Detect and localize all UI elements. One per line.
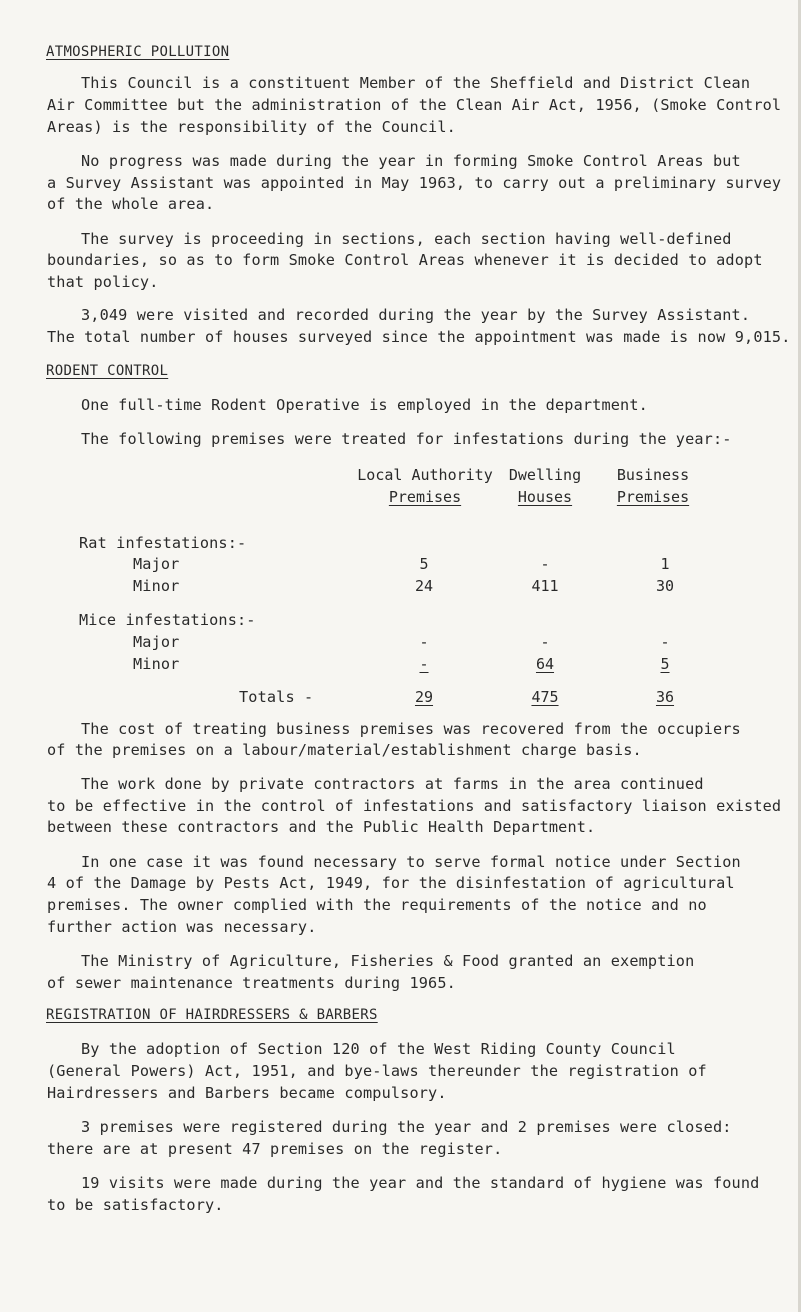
cell-rat-major-dwelling: -	[540, 555, 550, 573]
row-label-totals: Totals -	[239, 688, 314, 706]
cell-rat-minor-dwelling: 411	[531, 577, 559, 595]
hairdressers-p2-line1: 3 premises were registered during the year and 2 premises were closed:	[81, 1118, 732, 1136]
col-header-local-authority-line1: Local Authority	[357, 466, 493, 484]
cell-rat-major-local: 5	[419, 555, 429, 573]
rodent-p2: The following premises were treated for infestations during the year:-	[81, 430, 732, 448]
row-label-mice-minor: Minor	[133, 655, 180, 673]
heading-atmospheric-pollution: ATMOSPHERIC POLLUTION	[46, 44, 230, 60]
row-label-rat-major: Major	[133, 555, 180, 573]
col-header-business-line1: Business	[616, 466, 690, 484]
cell-totals-local: 29	[414, 688, 434, 706]
row-label-mice-infestations: Mice infestations:-	[79, 611, 256, 629]
cell-mice-major-business: -	[660, 633, 670, 651]
heading-rodent-control: RODENT CONTROL	[46, 363, 169, 379]
atmospheric-p4-line2: The total number of houses surveyed since the appointment was made is now 9,015.	[47, 328, 791, 346]
rodent-p4-line2: to be effective in the control of infestations and satisfactory liaison existed	[47, 797, 782, 815]
rodent-p5-line2: 4 of the Damage by Pests Act, 1949, for the disinfestation of agricultural	[47, 874, 735, 892]
row-label-mice-major: Major	[133, 633, 180, 651]
heading-registration-hairdressers: REGISTRATION OF HAIRDRESSERS & BARBERS	[46, 1007, 378, 1023]
atmospheric-p2-line1: No progress was made during the year in forming Smoke Control Areas but	[81, 152, 741, 170]
cell-mice-major-dwelling: -	[540, 633, 550, 651]
cell-totals-business: 36	[655, 688, 675, 706]
rodent-p5-line4: further action was necessary.	[47, 918, 317, 936]
atmospheric-p3-line3: that policy.	[47, 273, 159, 291]
col-header-business-line2: Premises	[616, 488, 690, 506]
col-header-dwelling-line2: Houses	[517, 488, 573, 506]
atmospheric-p3-line2: boundaries, so as to form Smoke Control Areas whenever it is decided to adopt	[47, 251, 763, 269]
rodent-p3-line1: The cost of treating business premises was recovered from the occupiers	[81, 720, 741, 738]
atmospheric-p2-line2: a Survey Assistant was appointed in May 1963, to carry out a preliminary survey	[47, 174, 782, 192]
atmospheric-p3-line1: The survey is proceeding in sections, each section having well-defined	[81, 230, 732, 248]
hairdressers-p3-line1: 19 visits were made during the year and the standard of hygiene was found	[81, 1174, 760, 1192]
rodent-p6-line1: The Ministry of Agriculture, Fisheries & Food granted an exemption	[81, 952, 695, 970]
cell-rat-minor-business: 30	[655, 577, 675, 595]
hairdressers-p3-line2: to be satisfactory.	[47, 1196, 224, 1214]
cell-mice-major-local: -	[419, 633, 429, 651]
atmospheric-p1-line2: Air Committee but the administration of the Clean Air Act, 1956, (Smoke Control	[47, 96, 782, 114]
cell-rat-major-business: 1	[660, 555, 670, 573]
col-header-local-authority-line2: Premises	[388, 488, 462, 506]
atmospheric-p1-line3: Areas) is the responsibility of the Council.	[47, 118, 456, 136]
hairdressers-p1-line1: By the adoption of Section 120 of the West Riding County Council	[81, 1040, 676, 1058]
rodent-p5-line1: In one case it was found necessary to serve formal notice under Section	[81, 853, 741, 871]
atmospheric-p1-line1: This Council is a constituent Member of the Sheffield and District Clean	[81, 74, 751, 92]
row-label-rat-minor: Minor	[133, 577, 180, 595]
rodent-p5-line3: premises. The owner complied with the requirements of the notice and no	[47, 896, 707, 914]
rodent-p3-line2: of the premises on a labour/material/establishment charge basis.	[47, 741, 642, 759]
hairdressers-p1-line2: (General Powers) Act, 1951, and bye-laws thereunder the registration of	[47, 1062, 707, 1080]
atmospheric-p4-line1: 3,049 were visited and recorded during the year by the Survey Assistant.	[81, 306, 751, 324]
cell-mice-minor-local: -	[419, 655, 429, 673]
cell-rat-minor-local: 24	[414, 577, 434, 595]
rodent-p4-line3: between these contractors and the Public Health Department.	[47, 818, 596, 836]
hairdressers-p1-line3: Hairdressers and Barbers became compulsory.	[47, 1084, 447, 1102]
rodent-p4-line1: The work done by private contractors at farms in the area continued	[81, 775, 704, 793]
row-label-rat-infestations: Rat infestations:-	[79, 534, 247, 552]
col-header-dwelling-line1: Dwelling	[508, 466, 582, 484]
rodent-p1: One full-time Rodent Operative is employed in the department.	[81, 396, 648, 414]
cell-mice-minor-business: 5	[660, 655, 670, 673]
cell-mice-minor-dwelling: 64	[535, 655, 555, 673]
hairdressers-p2-line2: there are at present 47 premises on the register.	[47, 1140, 503, 1158]
rodent-p6-line2: of sewer maintenance treatments during 1965.	[47, 974, 456, 992]
cell-totals-dwelling: 475	[531, 688, 559, 706]
atmospheric-p2-line3: of the whole area.	[47, 195, 215, 213]
